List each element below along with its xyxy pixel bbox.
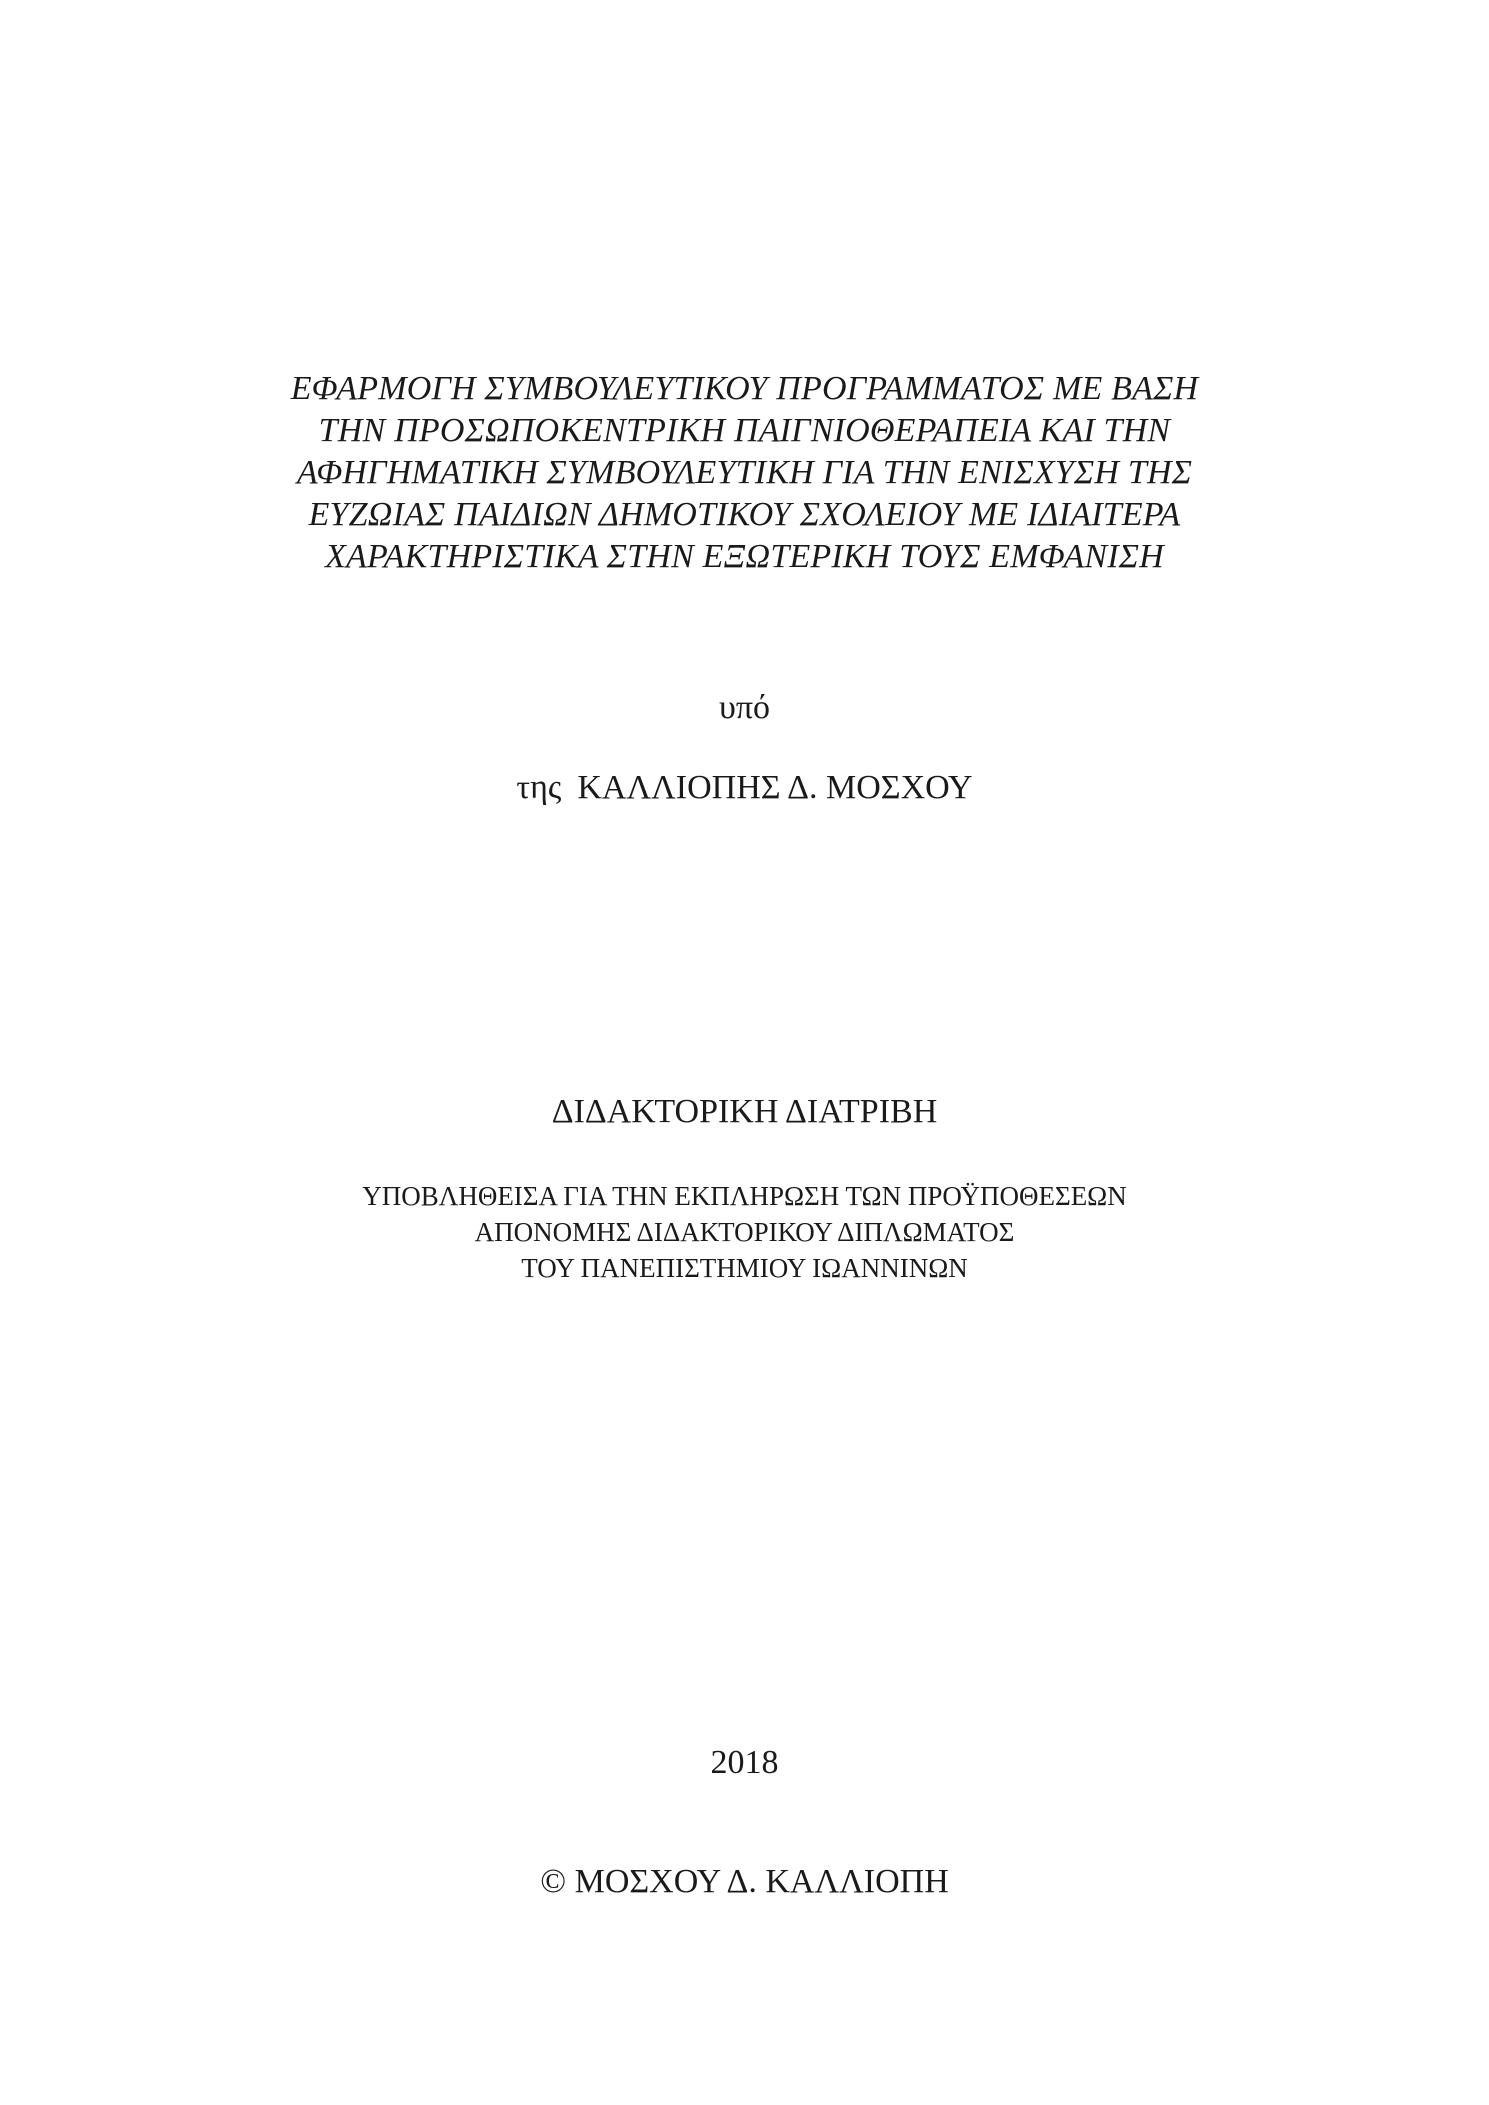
submission-line-3: ΤΟΥ ΠΑΝΕΠΙΣΤΗΜΙΟΥ ΙΩΑΝΝΙΝΩΝ (521, 1253, 968, 1283)
author-prefix: της (516, 769, 562, 806)
title-line-2: ΤΗΝ ΠΡΟΣΩΠΟΚΕΝΤΡΙΚΗ ΠΑΙΓΝΙΟΘΕΡΑΠΕΙΑ ΚΑΙ ΤΗΝ (318, 412, 1171, 449)
by-label: υπό (719, 689, 770, 726)
submission-line-1: ΥΠΟΒΛΗΘΕΙΣΑ ΓΙΑ ΤΗΝ ΕΚΠΛΗΡΩΣΗ ΤΩΝ ΠΡΟΫΠΟΘΕΣΕΩΝ (362, 1181, 1127, 1211)
author-line (0, 768, 1489, 808)
title-line-4: ΕΥΖΩΙΑΣ ΠΑΙΔΙΩΝ ΔΗΜΟΤΙΚΟΥ ΣΧΟΛΕΙΟΥ ΜΕ ΙΔΙΑΙΤΕΡΑ (308, 496, 1181, 533)
submission-statement (0, 1178, 1489, 1286)
year: 2018 (710, 1744, 779, 1781)
author-name: ΚΑΛΛΙΟΠΗΣ Δ. ΜΟΣΧΟΥ (577, 769, 973, 806)
thesis-title (0, 368, 1489, 578)
title-line-5: ΧΑΡΑΚΤΗΡΙΣΤΙΚΑ ΣΤΗΝ ΕΞΩΤΕΡΙΚΗ ΤΟΥΣ ΕΜΦΑΝΙΣΗ (325, 538, 1164, 575)
title-line-1: ΕΦΑΡΜΟΓΗ ΣΥΜΒΟΥΛΕΥΤΙΚΟΥ ΠΡΟΓΡΑΜΜΑΤΟΣ ΜΕ ΒΑΣΗ (290, 370, 1199, 407)
thesis-type: ΔΙΔΑΚΤΟΡΙΚΗ ΔΙΑΤΡΙΒΗ (551, 1093, 938, 1130)
submission-line-2: ΑΠΟΝΟΜΗΣ ΔΙΔΑΚΤΟΡΙΚΟΥ ΔΙΠΛΩΜΑΤΟΣ (474, 1217, 1015, 1247)
title-line-3: ΑΦΗΓΗΜΑΤΙΚΗ ΣΥΜΒΟΥΛΕΥΤΙΚΗ ΓΙΑ ΤΗΝ ΕΝΙΣΧΥΣΗ ΤΗΣ (296, 454, 1193, 491)
copyright-notice: © ΜΟΣΧΟΥ Δ. ΚΑΛΛΙΟΠΗ (540, 1863, 949, 1900)
